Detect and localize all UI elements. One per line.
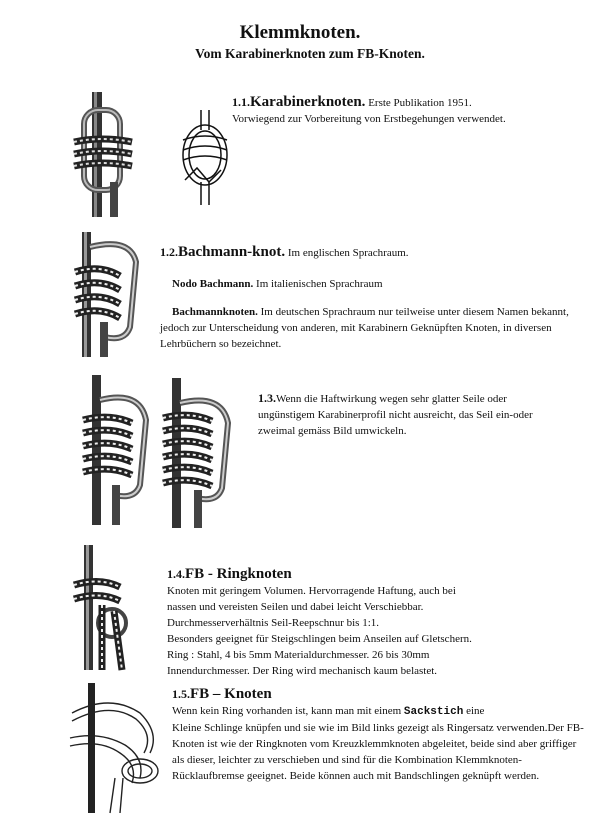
sackstich-term: Sackstich bbox=[403, 706, 464, 718]
section-number: 1.3. bbox=[258, 391, 276, 405]
section-heading: Bachmann-knot. bbox=[178, 244, 286, 260]
section-lead: Im englischen Sprachraum. bbox=[285, 247, 409, 259]
page-title: Klemmknoten. bbox=[239, 22, 361, 43]
karabinerknoten-photo-icon bbox=[72, 92, 142, 217]
section-number: 1.2. bbox=[160, 245, 178, 259]
wrapped-knot-once-icon bbox=[80, 375, 155, 525]
section-1-4 bbox=[167, 566, 587, 679]
section-intro-end: eine bbox=[463, 705, 485, 717]
section-line: nassen und vereisten Seilen und dabei leicht Verschiebbar. bbox=[167, 601, 424, 613]
section-line: Innendurchmesser. Der Ring wird mechanisch kaum belastet. bbox=[167, 665, 438, 677]
bachmann-knot-icon bbox=[70, 232, 150, 357]
section-number: 1.5. bbox=[172, 687, 190, 701]
section-1-2-german bbox=[160, 304, 585, 352]
section-line: Besonders geeignet für Steigschlingen beim Anseilen auf Gletschern. bbox=[167, 633, 472, 645]
section-number: 1.1. bbox=[232, 95, 250, 109]
section-lead: Erste Publikation 1951. bbox=[365, 97, 472, 109]
fb-knoten-icon bbox=[70, 683, 165, 813]
section-body: Kleine Schlinge knüpfen und sie wie im Bild links gezeigt als Ringersatz verwenden.Der FB-Knoten ist wie der Ringknoten vom Kreuzklemmknoten abgeleitet, beide sind aber griffiger als dieser, leichter zu verschieben und sind für die Kombination Klemmknoten-Rücklaufbremse geeignet. Beide können auch mit Bandschlingen geknüpft werden. bbox=[172, 722, 584, 782]
section-line: Ring : Stahl, 4 bis 5mm Materialdurchmesser. 26 bis 30mm bbox=[167, 649, 430, 661]
section-heading: FB – Knoten bbox=[190, 686, 272, 702]
section-1-2-italian bbox=[172, 276, 572, 292]
section-1-1 bbox=[232, 94, 592, 127]
section-1-2 bbox=[160, 244, 580, 261]
german-text: Im deutschen Sprachraum nur teilweise unter diesem Namen bekannt, jedoch zur Unterscheidung von anderen, mit Karabinern Geknüpften Knoten, in diversen Lehrbüchern so bezeichnet. bbox=[160, 306, 569, 350]
section-heading: Karabinerknoten. bbox=[250, 94, 366, 110]
section-1-3 bbox=[258, 390, 558, 439]
section-text: Vorwiegend zur Vorbereitung von Erstbegehungen verwendet. bbox=[232, 113, 506, 125]
section-line: Knoten mit geringem Volumen. Hervorragende Haftung, auch bei bbox=[167, 585, 456, 597]
italian-text: Im italienischen Sprachraum bbox=[253, 278, 383, 290]
section-text: Wenn die Haftwirkung wegen sehr glatter Seile oder ungünstigem Karabinerprofil nicht ausreicht, das Seil ein-oder zweimal gemäss Bild umwickeln. bbox=[258, 393, 533, 437]
ringknoten-icon bbox=[72, 545, 137, 670]
section-intro: Wenn kein Ring vorhanden ist, kann man mit einem bbox=[172, 705, 404, 717]
page-subtitle: Vom Karabinerknoten zum FB-Knoten. bbox=[195, 46, 425, 61]
section-line: Durchmesserverhältnis Seil-Reepschnur bis 1:1. bbox=[167, 617, 380, 629]
section-heading: FB - Ringknoten bbox=[185, 566, 292, 582]
wrapped-knot-twice-icon bbox=[160, 378, 240, 528]
karabinerknoten-drawing-icon bbox=[175, 110, 235, 210]
german-term: Bachmannknoten. bbox=[172, 306, 258, 318]
italian-term: Nodo Bachmann. bbox=[172, 278, 254, 290]
section-1-5 bbox=[172, 686, 587, 784]
section-number: 1.4. bbox=[167, 567, 185, 581]
